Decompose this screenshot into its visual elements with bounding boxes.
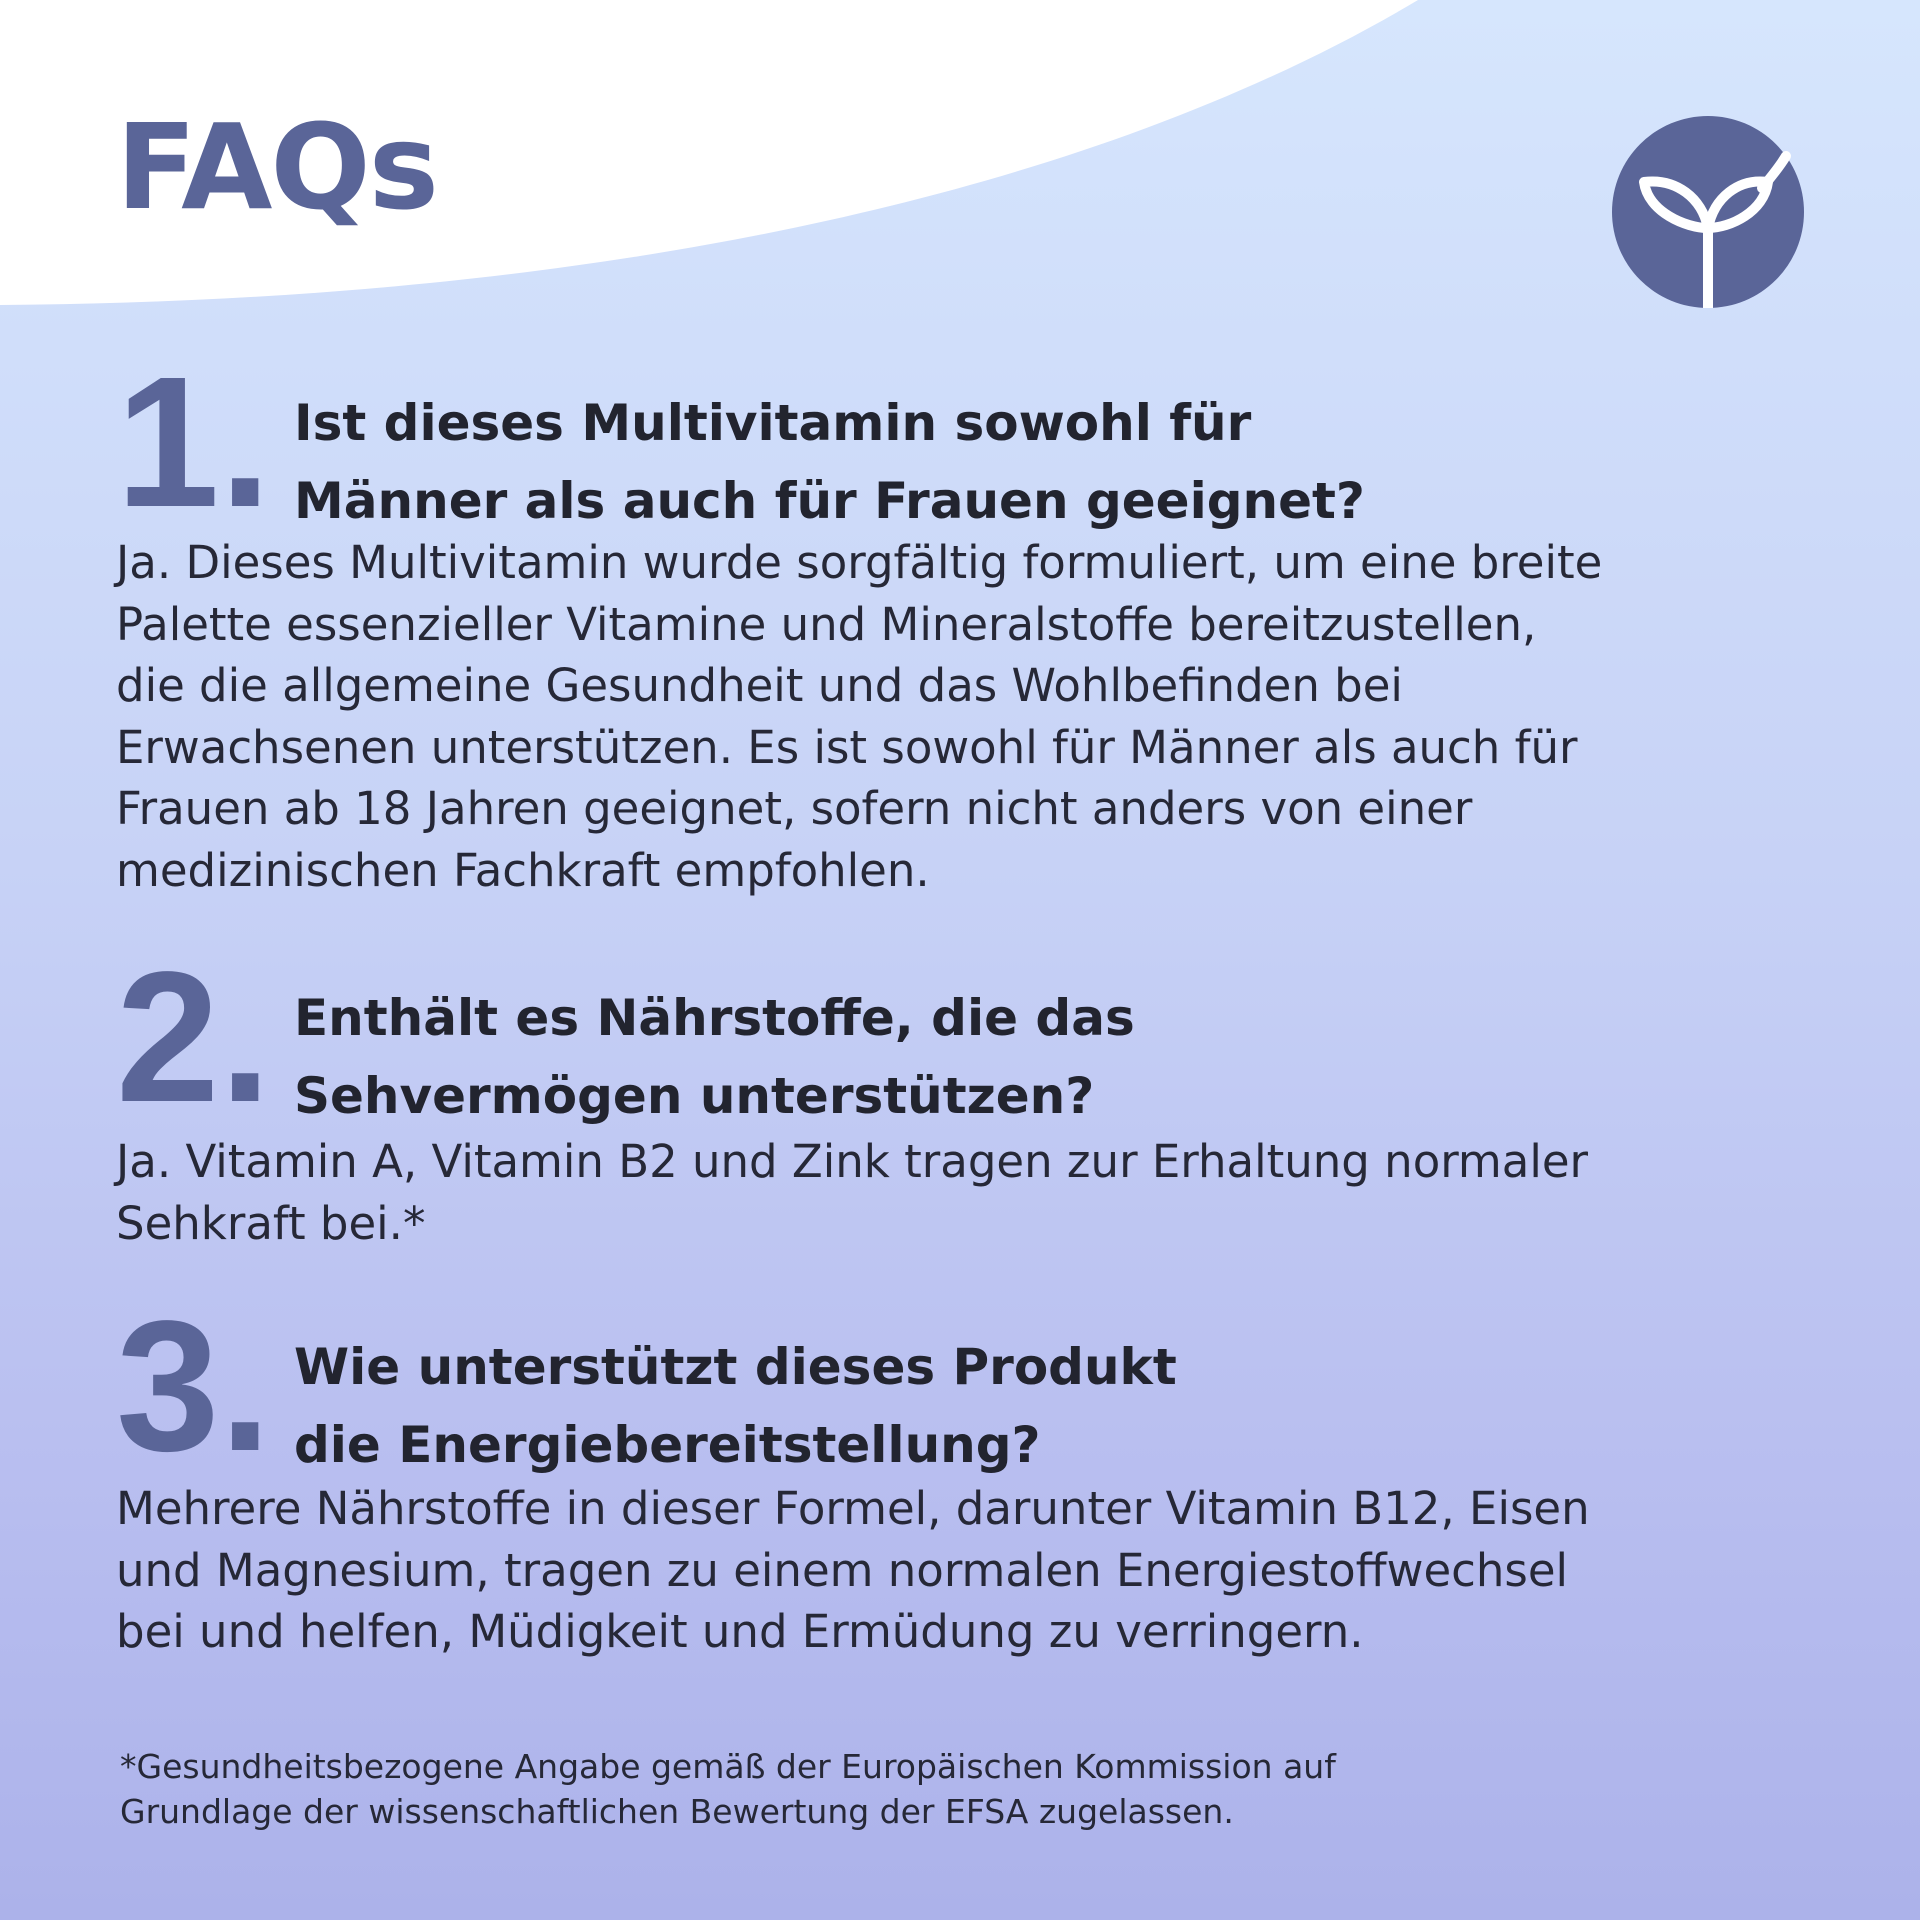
faq-answer-line: Frauen ab 18 Jahren geeignet, sofern nicht anders von einer [116, 782, 1473, 835]
faq-answer [116, 532, 1816, 901]
faq-answer-line: Erwachsenen unterstützen. Es ist sowohl für Männer als auch für [116, 720, 1578, 774]
faq-answer [116, 1478, 1816, 1663]
faq-answer-line: Palette essenzieller Vitamine und Mineralstoffe bereitzustellen, [116, 597, 1537, 651]
sprout-icon [1612, 116, 1804, 308]
faq-number: 1. [116, 339, 272, 546]
faq-question-line: Männer als auch für Frauen geeignet? [294, 472, 1365, 530]
footnote [120, 1744, 1780, 1834]
page-title: FAQs [116, 98, 437, 236]
faq-answer-line: die die allgemeine Gesundheit und das Wohlbefinden bei [116, 659, 1403, 712]
faq-answer-line: Ja. Dieses Multivitamin wurde sorgfältig formuliert, um eine breite [116, 536, 1603, 589]
faq-answer-line: und Magnesium, tragen zu einem normalen Energiestoffwechsel [116, 1543, 1569, 1597]
faq-question-line: die Energiebereitstellung? [294, 1416, 1041, 1474]
faq-question-line: Wie unterstützt dieses Produkt [294, 1338, 1177, 1396]
faq-question [294, 1328, 1694, 1484]
footnote-line: Grundlage der wissenschaftlichen Bewertung der EFSA zugelassen. [120, 1792, 1234, 1831]
faq-number: 3. [116, 1283, 272, 1490]
faq-answer-line: medizinischen Fachkraft empfohlen. [116, 843, 930, 897]
faq-answer-line: bei und helfen, Müdigkeit und Ermüdung zu verringern. [116, 1605, 1364, 1658]
faq-question [294, 384, 1694, 540]
faq-answer-line: Mehrere Nährstoffe in dieser Formel, darunter Vitamin B12, Eisen [116, 1482, 1590, 1535]
faq-number: 2. [116, 934, 272, 1141]
faq-question [294, 979, 1694, 1135]
faq-question-line: Ist dieses Multivitamin sowohl für [294, 394, 1252, 452]
faq-answer [116, 1131, 1816, 1254]
faq-answer-line: Ja. Vitamin A, Vitamin B2 und Zink tragen zur Erhaltung normaler [116, 1135, 1589, 1188]
faq-answer-line: Sehkraft bei.* [116, 1196, 426, 1250]
faq-question-line: Enthält es Nährstoffe, die das [294, 989, 1135, 1047]
faq-question-line: Sehvermögen unterstützen? [294, 1067, 1095, 1125]
footnote-line: *Gesundheitsbezogene Angabe gemäß der Europäischen Kommission auf [120, 1747, 1336, 1786]
